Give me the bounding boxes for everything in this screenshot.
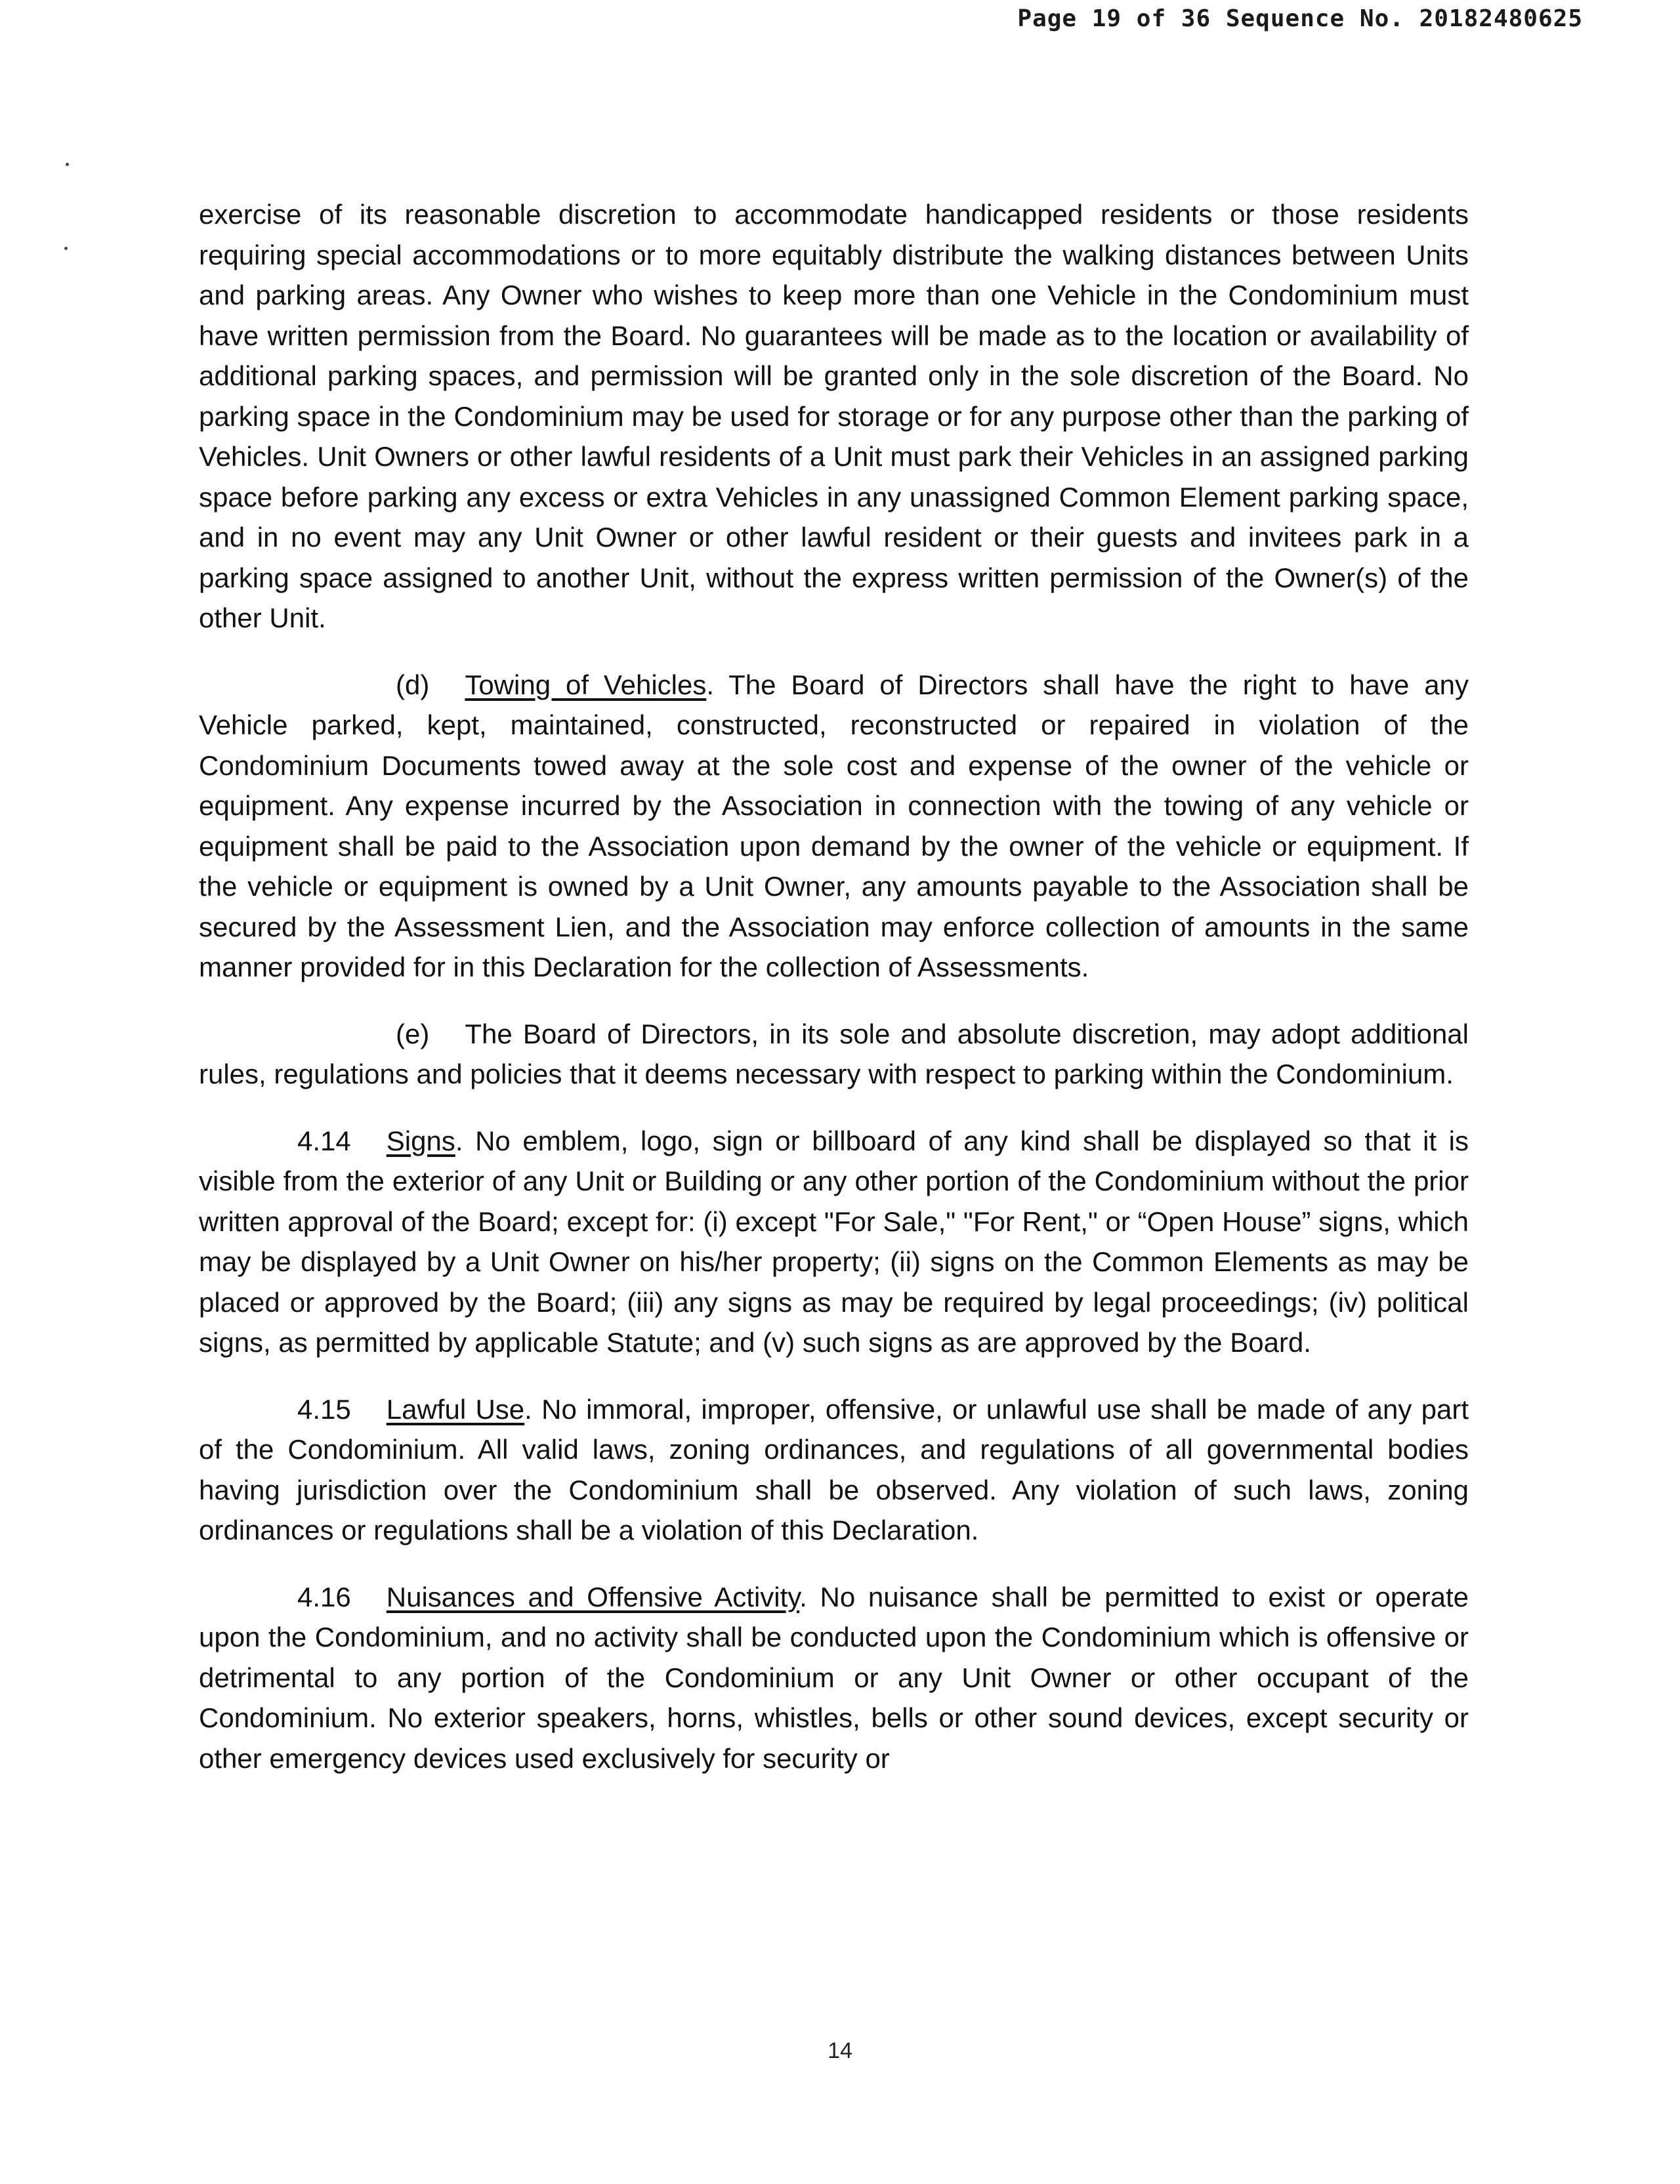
subsection-heading: Towing of Vehicles — [465, 669, 707, 700]
section-body: . No immoral, improper, offensive, or unlawful use shall be made of any part of the Condominium. All valid laws, zoning ordinances, and regulations of all governmental bodies having jurisdiction over the Condominium shall be observed. Any violation of such laws, zoning ordinances or regulations shall be a violation of this Declaration. — [199, 1393, 1469, 1545]
subsection-body: The Board of Directors, in its sole and absolute discretion, may adopt additional rules, regulations and policies that it deems necessary with respect to parking within the Condominium. — [199, 1018, 1469, 1089]
section-number: 4.16 — [297, 1581, 351, 1612]
page-number: 14 — [828, 2038, 852, 2063]
section-heading: Nuisances and Offensive Activity — [386, 1581, 800, 1612]
subsection-number: (d) — [396, 669, 430, 700]
paragraph-towing-of-vehicles — [199, 665, 1469, 988]
subsection-number: (e) — [396, 1018, 430, 1049]
page-header-sequence: Page 19 of 36 Sequence No. 20182480625 — [1017, 5, 1583, 32]
section-number: 4.14 — [297, 1125, 351, 1156]
scan-speck — [64, 247, 68, 250]
section-body: . No emblem, logo, sign or billboard of any kind shall be displayed so that it is visible from the exterior of any Unit or Building or any other portion of the Condominium without the prior written approval of the Board; except for: (i) except "For Sale," "For Rent," or “Open House” signs, which may be displayed by a Unit Owner on his/her property; (ii) signs on the Common Elements as may be placed or approved by the Board; (iii) any signs as may be required by legal proceedings; (iv) political signs, as permitted by applicable Statute; and (v) such signs as are approved by the Board. — [199, 1125, 1469, 1358]
paragraph-parking-discretion: exercise of its reasonable discretion to accommodate handicapped residents or those residents requiring special accommodations or to more equitably distribute the walking distances between Units and parking areas. Any Owner who wishes to keep more than one Vehicle in the Condominium must have written permission from the Board. No guarantees will be made as to the location or availability of additional parking spaces, and permission will be granted only in the sole discretion of the Board. No parking space in the Condominium may be used for storage or for any purpose other than the parking of Vehicles. Unit Owners or other lawful residents of a Unit must park their Vehicles in an assigned parking space before parking any excess or extra Vehicles in any unassigned Common Element parking space, and in no event may any Unit Owner or other lawful resident or their guests and invitees park in a parking space assigned to another Unit, without the express written permission of the Owner(s) of the other Unit. — [199, 199, 1469, 633]
subsection-body: . The Board of Directors shall have the right to have any Vehicle parked, kept, maintained, constructed, reconstructed or repaired in violation of the Condominium Documents towed away at the sole cost and expense of the owner of the vehicle or equipment. Any expense incurred by the Association in connection with the towing of any vehicle or equipment shall be paid to the Association upon demand by the owner of the vehicle or equipment. If the vehicle or equipment is owned by a Unit Owner, any amounts payable to the Association shall be secured by the Assessment Lien, and the Association may enforce collection of amounts in the same manner provided for in this Declaration for the collection of Assessments. — [199, 669, 1469, 982]
document-body — [199, 194, 1469, 1805]
section-number: 4.15 — [297, 1393, 351, 1425]
section-body: . No nuisance shall be permitted to exist or operate upon the Condominium, and no activity shall be conducted upon the Condominium which is offensive or detrimental to any portion of the Condominium or any Unit Owner or other occupant of the Condominium. No exterior speakers, horns, whistles, bells or other sound devices, except security or other emergency devices used exclusively for security or — [199, 1581, 1469, 1774]
section-heading: Signs — [386, 1125, 455, 1156]
section-4-14-signs — [199, 1121, 1469, 1363]
paragraph-additional-rules — [199, 1014, 1469, 1095]
section-4-16-nuisances — [199, 1577, 1469, 1779]
section-heading: Lawful Use — [386, 1393, 525, 1425]
scan-speck — [66, 163, 69, 166]
section-4-15-lawful-use — [199, 1389, 1469, 1551]
